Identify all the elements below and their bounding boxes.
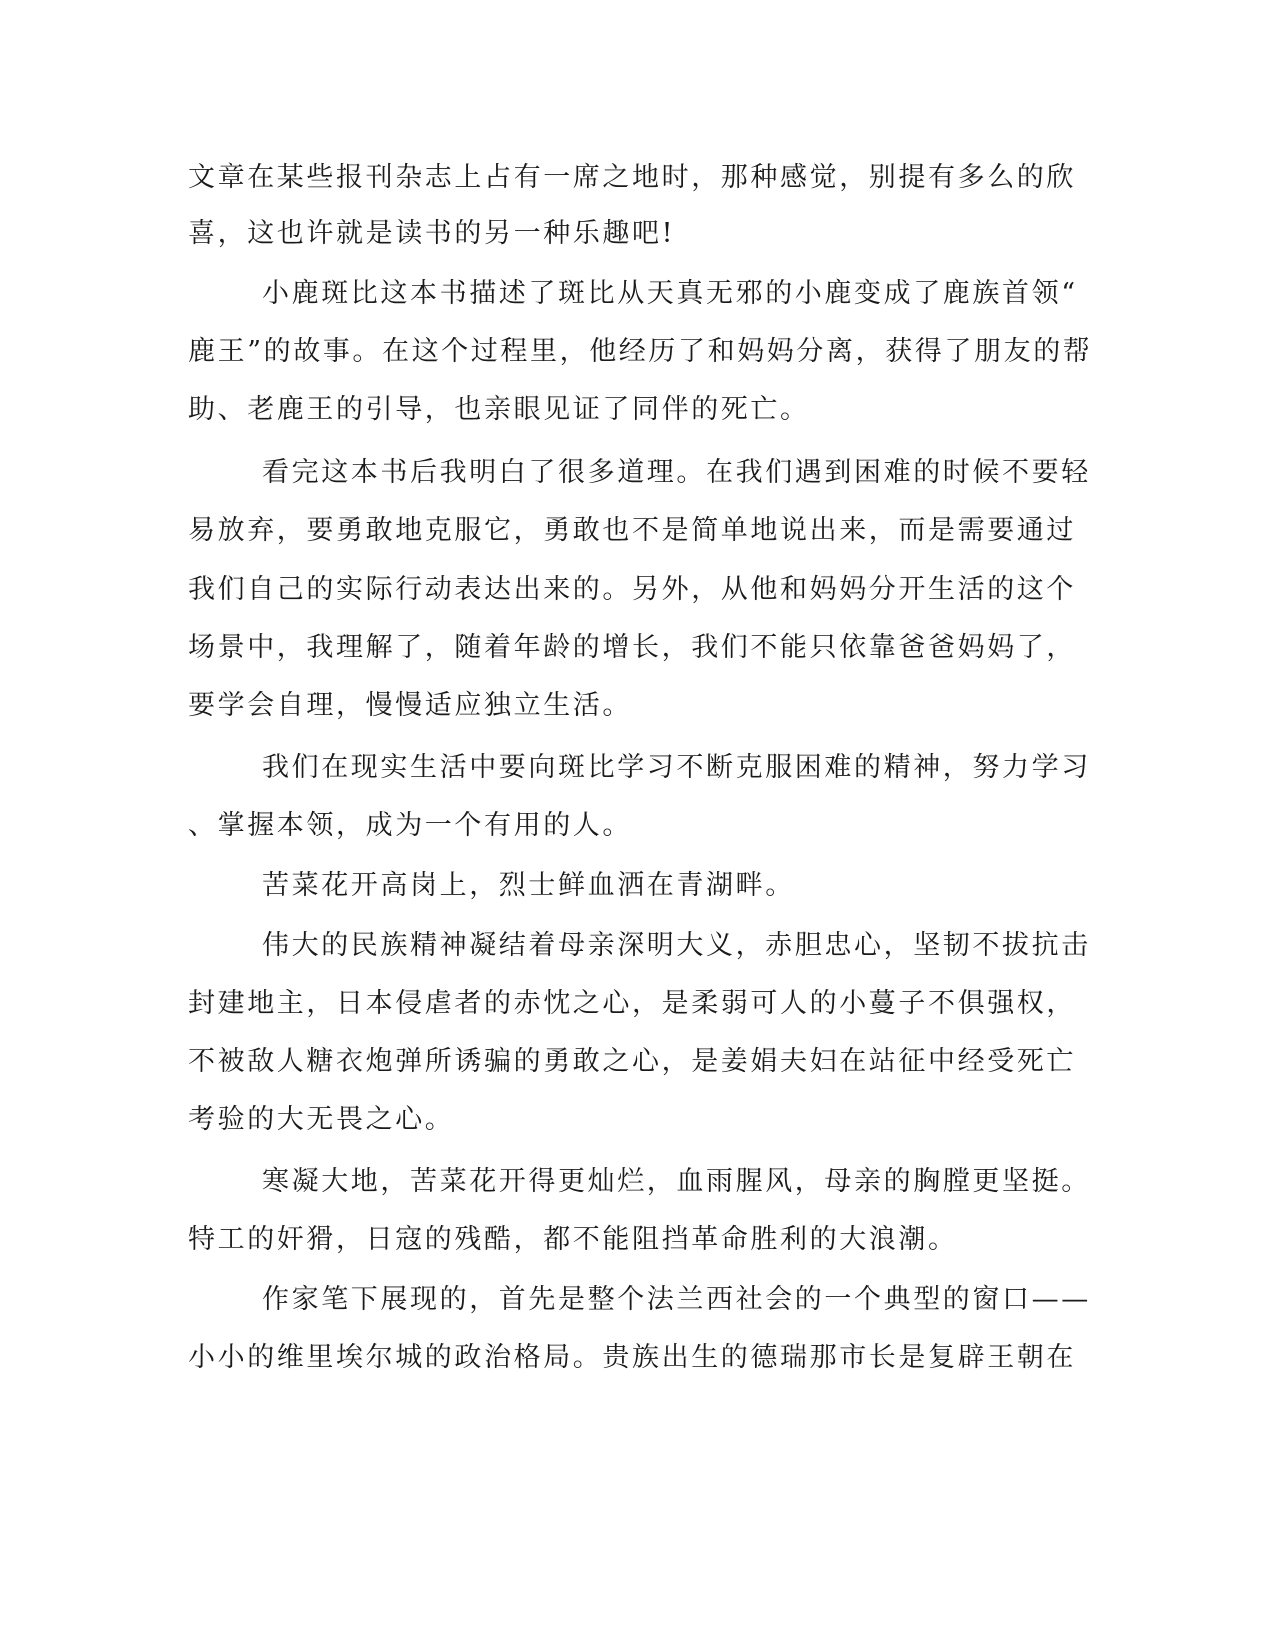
paragraph-7-line-1: 寒凝大地，苦菜花开得更灿烂，血雨腥风，母亲的胸膛更坚挺。 [262,1166,1091,1197]
paragraph-6-line-2: 封建地主，日本侵虐者的赤忱之心，是柔弱可人的小蔓子不俱强权， [188,988,1076,1019]
paragraph-4-line-1: 我们在现实生活中要向斑比学习不断克服困难的精神，努力学习 [262,752,1091,783]
paragraph-3-line-5: 要学会自理，慢慢适应独立生活。 [188,690,632,721]
paragraph-2-line-1: 小鹿斑比这本书描述了斑比从天真无邪的小鹿变成了鹿族首领“ [262,278,1078,309]
paragraph-3-line-3: 我们自己的实际行动表达出来的。另外，从他和妈妈分开生活的这个 [188,574,1076,605]
paragraph-3-line-2: 易放弃，要勇敢地克服它，勇敢也不是简单地说出来，而是需要通过 [188,515,1076,546]
paragraph-6-line-4: 考验的大无畏之心。 [188,1104,455,1135]
paragraph-7-line-2: 特工的奸猾，日寇的残酷，都不能阻挡革命胜利的大浪潮。 [188,1224,958,1255]
paragraph-5-line-1: 苦菜花开高岗上，烈士鲜血洒在青湖畔。 [262,870,795,901]
paragraph-3-line-4: 场景中，我理解了，随着年龄的增长，我们不能只依靠爸爸妈妈了， [188,632,1076,663]
paragraph-3-line-1: 看完这本书后我明白了很多道理。在我们遇到困难的时候不要轻 [262,457,1091,488]
paragraph-6-line-1: 伟大的民族精神凝结着母亲深明大义，赤胆忠心，坚韧不拔抗击 [262,930,1091,961]
paragraph-1-line-1: 文章在某些报刊杂志上占有一席之地时，那种感觉，别提有多么的欣 [188,162,1076,193]
paragraph-4-line-2: 、掌握本领，成为一个有用的人。 [188,810,632,841]
paragraph-8-line-1: 作家笔下展现的，首先是整个法兰西社会的一个典型的窗口—— [262,1284,1091,1315]
paragraph-2-line-2: 鹿王”的故事。在这个过程里，他经历了和妈妈分离，获得了朋友的帮 [188,336,1093,367]
paragraph-1-line-2: 喜，这也许就是读书的另一种乐趣吧! [188,218,676,249]
paragraph-6-line-3: 不被敌人糖衣炮弹所诱骗的勇敢之心，是姜娟夫妇在站征中经受死亡 [188,1046,1076,1077]
paragraph-2-line-3: 助、老鹿王的引导，也亲眼见证了同伴的死亡。 [188,394,810,425]
paragraph-8-line-2: 小小的维里埃尔城的政治格局。贵族出生的德瑞那市长是复辟王朝在 [188,1342,1076,1373]
